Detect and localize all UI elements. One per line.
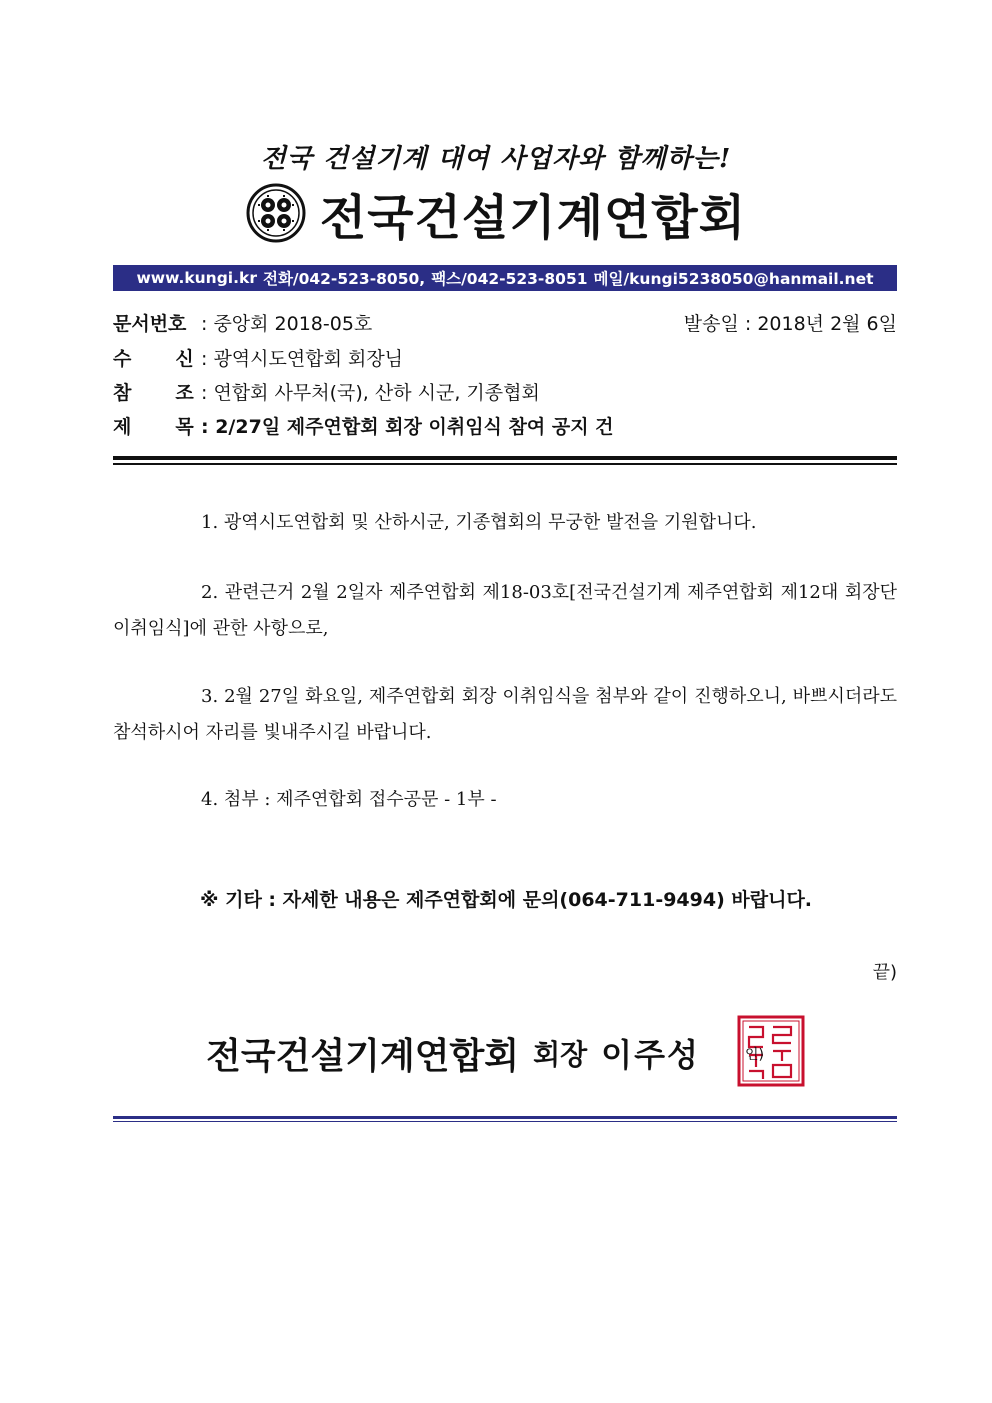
- seal-mark: 인): [745, 1047, 764, 1063]
- recipient-label-a: 수: [113, 348, 132, 370]
- end-mark: 끝): [872, 962, 897, 983]
- letterhead: [0, 178, 992, 248]
- subject-label-a: 제: [113, 416, 132, 438]
- subject-label: [113, 412, 201, 442]
- subject-label-b: 목: [175, 416, 194, 438]
- reference: : 연합회 사무처(국), 산하 시군, 기종협회: [201, 382, 540, 404]
- signature-name: 이주성: [601, 1036, 700, 1074]
- email-address[interactable]: 메일/kungi5238050@hanmail.net: [593, 270, 874, 288]
- header-divider-thick: [113, 456, 897, 460]
- signature-org: 전국건설기계연합회: [206, 1035, 520, 1077]
- org-title: 전국건설기계연합회: [319, 189, 747, 246]
- reference-label: [113, 378, 201, 408]
- recipient: : 광역시도연합회 회장님: [201, 348, 404, 370]
- subject: : 2/27일 제주연합회 회장 이취임식 참여 공지 건: [201, 416, 614, 438]
- slogan: 전국 건설기계 대여 사업자와 함께하는!: [260, 144, 732, 174]
- issue-date: 발송일 : 2018년 2월 6일: [683, 313, 897, 335]
- doc-number: : 중앙회 2018-05호: [201, 313, 373, 335]
- recipient-label: [113, 344, 201, 374]
- signature-block: [0, 1018, 992, 1088]
- signature-title: 회장: [533, 1038, 588, 1071]
- reference-label-a: 참: [113, 382, 132, 404]
- website-link[interactable]: www.kungi.kr: [136, 269, 257, 287]
- phone-number: 전화/042-523-8050,: [262, 270, 426, 288]
- contact-bar: [113, 265, 897, 291]
- recipient-label-b: 신: [175, 348, 194, 370]
- footer-divider-thin: [113, 1121, 897, 1122]
- subject-row: [113, 412, 897, 442]
- body-paragraph-3: 3. 2월 27일 화요일, 제주연합회 회장 이취임식을 첨부와 같이 진행하오니, 바쁘시더라도 참석하시어 자리를 빛내주시길 바랍니다.: [113, 686, 897, 743]
- reference-label-b: 조: [175, 382, 194, 404]
- gear-emblem-icon: [246, 183, 306, 243]
- footer-divider-thick: [113, 1116, 897, 1119]
- fax-number: 팩스/042-523-8051: [431, 270, 588, 288]
- body-paragraph-1: 1. 광역시도연합회 및 산하시군, 기종협회의 무궁한 발전을 기원합니다.: [201, 512, 757, 533]
- reference-row: [113, 378, 897, 408]
- recipient-row: [113, 344, 897, 374]
- note: ※ 기타 : 자세한 내용은 제주연합회에 문의(064-711-9494) 바랍니다.: [200, 889, 813, 911]
- doc-number-label: 문서번호: [113, 313, 187, 335]
- doc-number-row: [113, 309, 897, 339]
- header-divider-thin: [113, 463, 897, 465]
- body-paragraph-4: 4. 첨부 : 제주연합회 접수공문 - 1부 -: [201, 789, 497, 810]
- body-paragraph-2: 2. 관련근거 2월 2일자 제주연합회 제18-03호[전국건설기계 제주연합회 제12대 회장단 이취임식]에 관한 사항으로,: [113, 582, 897, 639]
